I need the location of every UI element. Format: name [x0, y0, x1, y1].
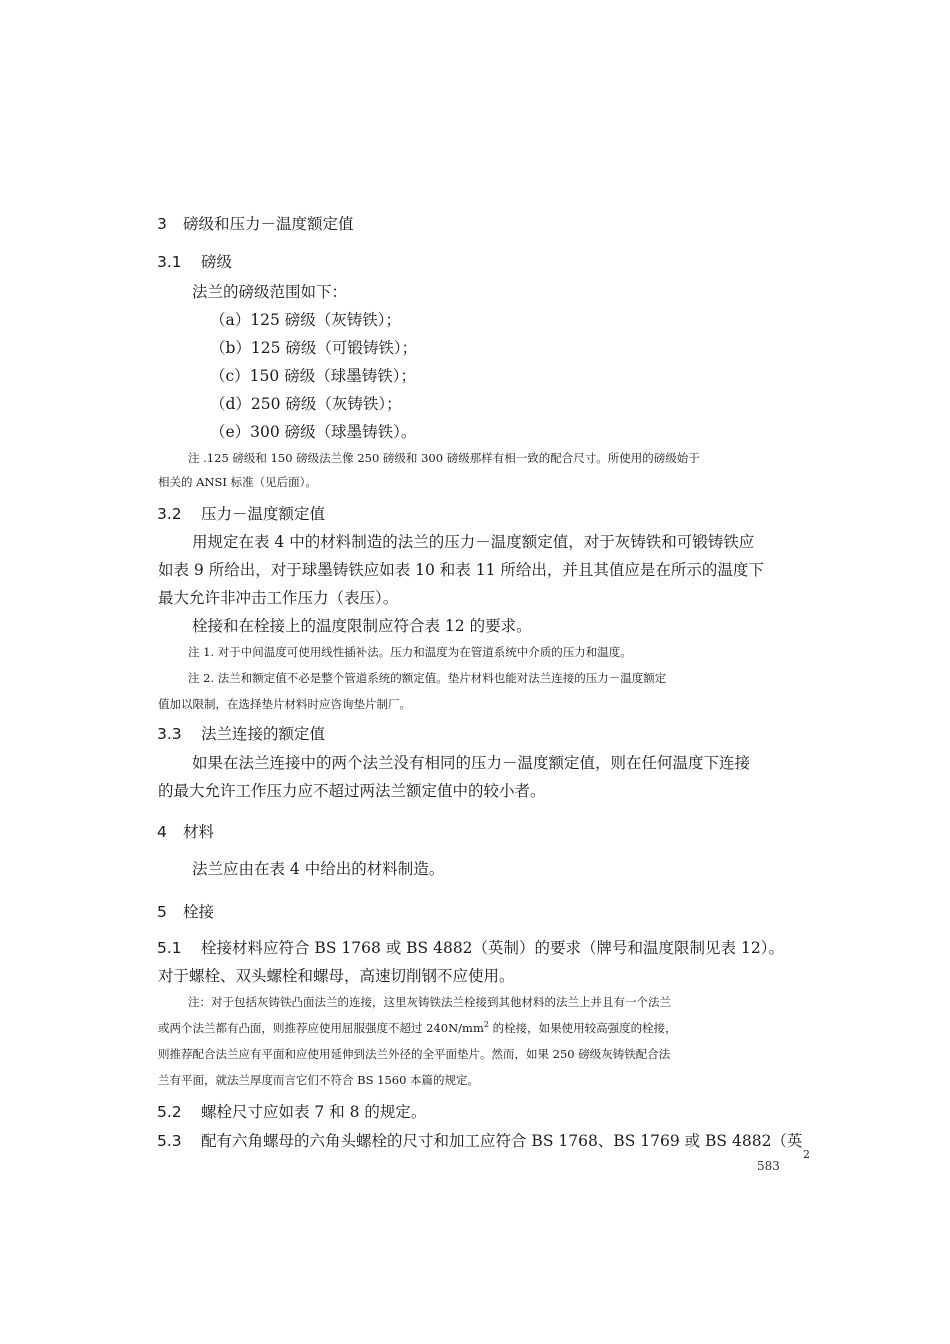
section-number: 3: [157, 215, 167, 233]
section-title: 磅级: [201, 253, 233, 271]
paragraph-line: 栓接材料应符合 BS 1768 或 BS 4882（英制）的要求（牌号和温度限制见表 12）。: [201, 939, 784, 957]
note-line: 注 2. 法兰和额定值不必是整个管道系统的额定值。垫片材料也能对法兰连接的压力－温度额定: [188, 671, 667, 685]
section-number: 3.1: [157, 253, 182, 271]
paragraph-line: 如表 9 所给出，对于球墨铸铁应如表 10 和表 11 所给出，并且其值应是在所示的温度下: [158, 561, 764, 579]
note-line: 注：对于包括灰铸铁凸面法兰的连接，这里灰铸铁法兰栓接到其他材料的法兰上并且有一个法兰: [188, 995, 671, 1009]
paragraph: 螺栓尺寸应如表 7 和 8 的规定。: [201, 1103, 427, 1121]
paragraph: 栓接和在栓接上的温度限制应符合表 12 的要求。: [192, 617, 532, 635]
note-line: 值加以限制，在选择垫片材料时应咨询垫片制厂。: [158, 697, 411, 711]
paragraph-line: 对于螺栓、双头螺栓和螺母，高速切削钢不应使用。: [158, 967, 515, 985]
paragraph-line: 最大允许非冲击工作压力（表压）。: [158, 589, 399, 607]
page-number: 2: [803, 1148, 810, 1161]
superscript: 2: [483, 1020, 489, 1030]
section-number: 3.3: [157, 725, 182, 743]
paragraph-line: 如果在法兰连接中的两个法兰没有相同的压力－温度额定值，则在任何温度下连接: [192, 754, 751, 772]
section-number: 5.1: [157, 939, 182, 957]
section-5-heading: [157, 900, 214, 922]
list-item: （a）125 磅级（灰铸铁）；: [210, 311, 402, 329]
paragraph: 法兰的磅级范围如下：: [192, 283, 348, 301]
section-title: 压力－温度额定值: [201, 505, 326, 523]
section-title: 材料: [183, 823, 215, 841]
list-item: （b）125 磅级（可锻铸铁）；: [210, 339, 418, 357]
note-line: 相关的 ANSI 标准（见后面）。: [158, 475, 317, 489]
note-line: 则推荐配合法兰应有平面和应使用延伸到法兰外径的全平面垫片。然而，如果 250 磅级灰铸铁配合法: [158, 1047, 671, 1061]
note-line: 注 .125 磅级和 150 磅级法兰像 250 磅级和 300 磅级那样有相一致的配合尺寸。所使用的磅级始于: [188, 451, 700, 465]
section-number: 5.3: [157, 1132, 182, 1150]
section-number: 5.2: [157, 1103, 182, 1121]
note-line: 或两个法兰都有凸面，则推荐应使用屈服强度不超过 $240N/mm^2$ 的栓接，如果使用较高强度的栓接，: [158, 1020, 677, 1035]
section-3-3-heading: [157, 722, 325, 744]
section-number: 4: [157, 823, 167, 841]
section-3-2-heading: [157, 502, 325, 524]
section-5-2-line: [157, 1100, 426, 1122]
section-5-1-line: [157, 936, 784, 958]
paragraph: 法兰应由在表 4 中给出的材料制造。: [192, 860, 445, 878]
note-line: 兰有平面，就法兰厚度而言它们不符合 BS 1560 本篇的规定。: [158, 1073, 480, 1087]
section-number: 5: [157, 903, 167, 921]
paragraph-line: 用规定在表 4 中的材料制造的法兰的压力－温度额定值，对于灰铸铁和可锻铸铁应: [192, 533, 755, 551]
section-3-1-heading: [157, 250, 232, 272]
section-5-3-line: [157, 1129, 802, 1151]
section-title: 法兰连接的额定值: [201, 725, 326, 743]
section-3-heading: [157, 212, 354, 234]
section-title: 磅级和压力－温度额定值: [183, 215, 354, 233]
paragraph-line: 的最大允许工作压力应不超过两法兰额定值中的较小者。: [158, 782, 546, 800]
section-number: 3.2: [157, 505, 182, 523]
paragraph-line: 配有六角螺母的六角头螺栓的尺寸和加工应符合 BS 1768、BS 1769 或 BS 4882（英: [201, 1132, 803, 1150]
list-item: （c）150 磅级（球墨铸铁）；: [210, 367, 416, 385]
section-4-heading: [157, 820, 214, 842]
note-line: 注 1. 对于中间温度可使用线性插补法。压力和温度为在管道系统中介质的压力和温度。: [188, 645, 632, 659]
section-title: 栓接: [183, 903, 215, 921]
cropped-page-footer: 583: [757, 1159, 780, 1173]
list-item: （e）300 磅级（球墨铸铁）。: [210, 423, 417, 441]
list-item: （d）250 磅级（灰铸铁）；: [210, 395, 402, 413]
